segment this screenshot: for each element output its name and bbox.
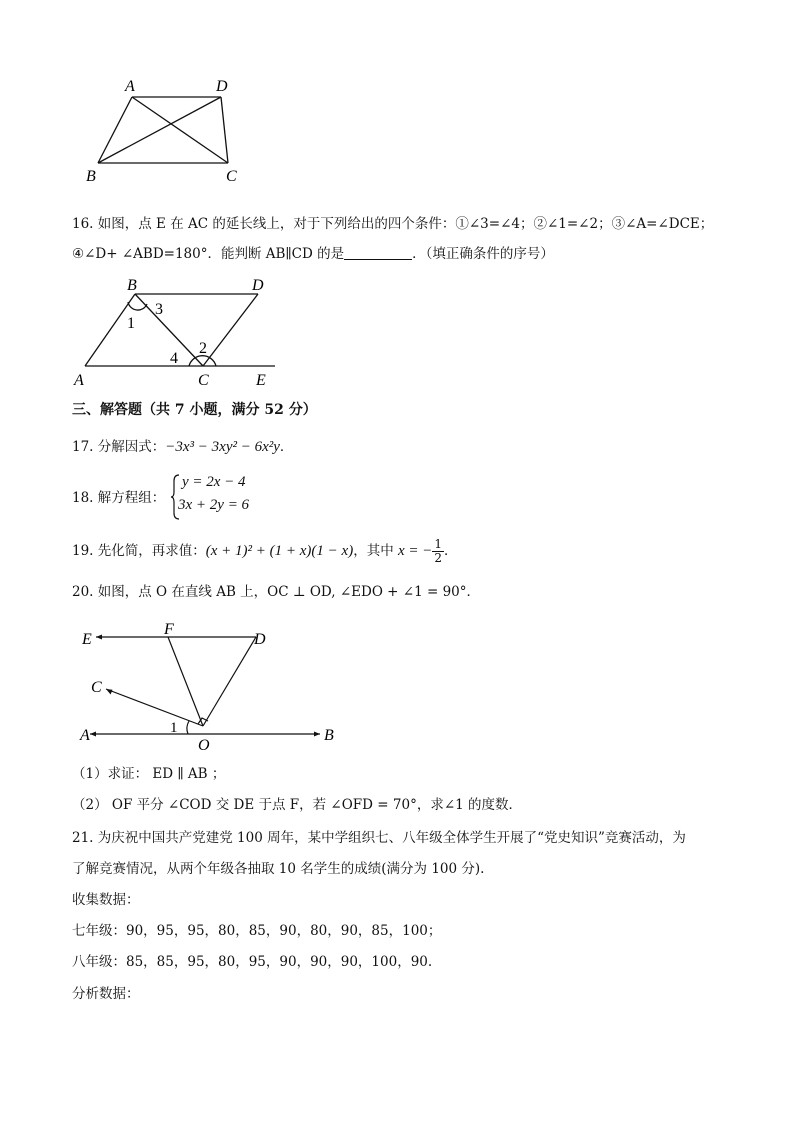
q18-prefix: 18. 解方程组： — [72, 490, 166, 506]
fig16-label-b: B — [127, 277, 137, 294]
q21-analyze-label: 分析数据： — [72, 986, 140, 1002]
fig20-label-f: F — [164, 621, 174, 638]
fig16-angle-2: 2 — [199, 340, 207, 357]
fig16-angle-4: 4 — [170, 350, 178, 367]
fig16-label-e: E — [256, 372, 266, 389]
q18-system — [170, 472, 290, 520]
q19-fraction — [432, 538, 444, 565]
fig15-label-c: C — [226, 168, 237, 185]
q16-line2-text: ④∠D+ ∠ABD=180°．能判断 AB∥CD 的是 — [72, 246, 345, 262]
q16-line2-suffix: ．（填正确条件的序号） — [412, 246, 554, 262]
q21-line2: 了解竞赛情况，从两个年级各抽取 10 名学生的成绩(满分为 100 分). — [72, 861, 485, 877]
section-3-heading: 三、解答题（共 7 小题，满分 52 分） — [72, 402, 317, 418]
fig16-label-d: D — [252, 277, 264, 294]
q19-expression: (x + 1)² + (1 + x)(1 − x) — [205, 543, 354, 559]
q19-prefix: 19. 先化简，再求值： — [72, 543, 206, 559]
q19-suffix: ． — [444, 543, 458, 559]
q17-suffix: ． — [279, 439, 294, 455]
q21-grade7-data: 七年级：90，95，95，80，85，90，80，90，85，100； — [72, 923, 442, 939]
q21-collect-label: 收集数据： — [72, 892, 140, 908]
fig16-angle-3: 3 — [155, 301, 163, 318]
fig16-label-a: A — [74, 372, 84, 389]
fig20-label-c: C — [91, 679, 102, 696]
fig15-label-d: D — [216, 78, 228, 95]
q19-frac-denominator: 2 — [434, 551, 443, 565]
fig15-label-a: A — [125, 78, 135, 95]
fig15-label-b: B — [86, 168, 96, 185]
fig20-label-b: B — [324, 727, 334, 744]
q19-x-value: x = − — [398, 543, 433, 559]
q16-line2 — [72, 244, 554, 264]
q17-prefix: 17. 分解因式： — [72, 439, 166, 455]
figure-q16 — [70, 274, 285, 390]
fig20-label-o: O — [198, 737, 210, 754]
figure-q15 — [80, 74, 250, 186]
q17-expression: −3x³ − 3xy² − 6x²y — [165, 439, 280, 455]
q16-answer-blank[interactable] — [344, 245, 412, 260]
q19-mid: ，其中 — [353, 543, 394, 559]
q20-part-1: （1）求证： ED ∥ AB ； — [72, 766, 226, 782]
q19-frac-numerator: 1 — [434, 537, 443, 551]
fig20-label-a: A — [80, 727, 90, 744]
q21-grade8-data: 八年级：85，85，95，80，95，90，90，90，100，90. — [72, 954, 433, 970]
q18-equation-1: y = 2x − 4 — [182, 474, 246, 490]
fig20-label-e: E — [82, 631, 92, 648]
fig20-label-d: D — [254, 631, 266, 648]
q17 — [72, 437, 293, 457]
q18-equation-2: 3x + 2y = 6 — [178, 497, 250, 513]
q21-line1: 21. 为庆祝中国共产党建党 100 周年，某中学组织七、八年级全体学生开展了“党史知识”竞赛活动，为 — [72, 830, 686, 846]
fig20-angle-1: 1 — [170, 720, 178, 736]
figure-q20 — [78, 620, 348, 756]
q16-line1: 16. 如图，点 E 在 AC 的延长线上，对于下列给出的四个条件：①∠3=∠4；②∠1=∠2；③∠A=∠DCE； — [72, 216, 714, 232]
fig16-angle-1: 1 — [127, 315, 135, 332]
q19 — [72, 538, 458, 565]
q20-statement: 20. 如图，点 O 在直线 AB 上，OC ⊥ OD, ∠EDO + ∠1 = 90°． — [72, 584, 481, 600]
fig16-label-c: C — [198, 372, 209, 389]
q20-part-2: （2） OF 平分 ∠COD 交 DE 于点 F，若 ∠OFD = 70°，求∠1 的度数． — [72, 797, 523, 813]
